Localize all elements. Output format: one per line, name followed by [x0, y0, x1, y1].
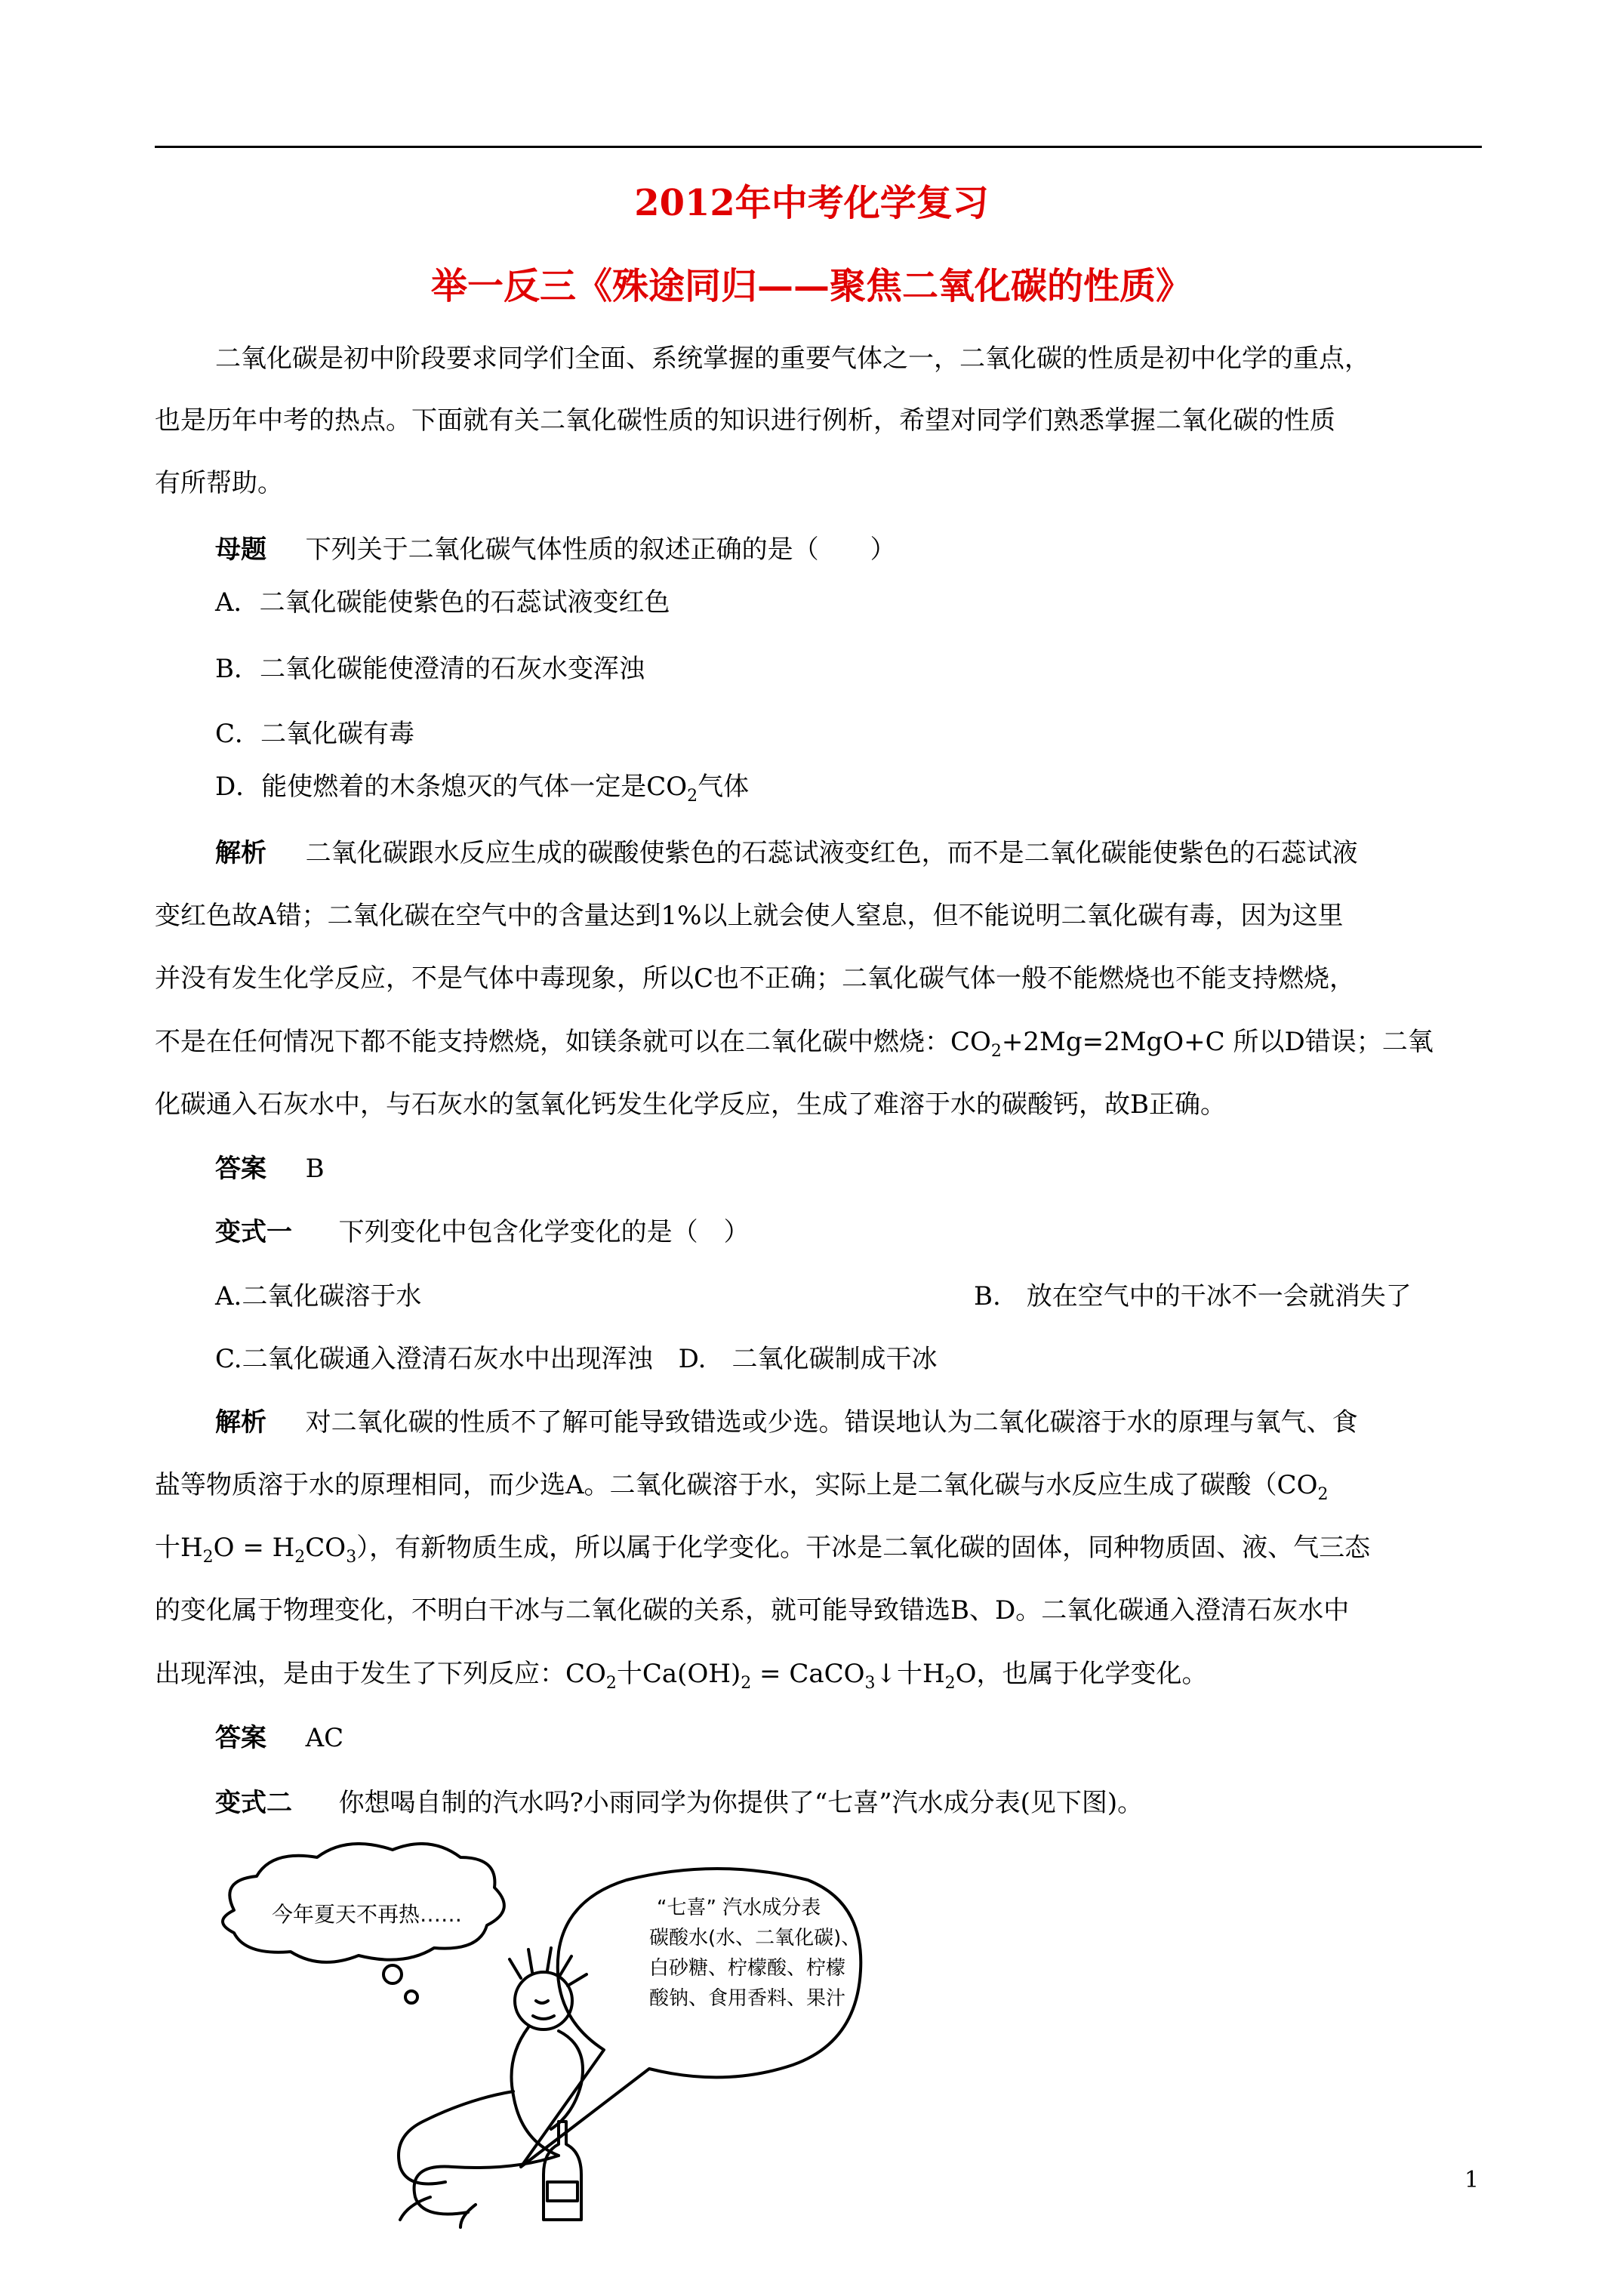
person-arm [551, 2031, 583, 2129]
mother-answer [215, 1154, 325, 1184]
person-face [533, 2001, 554, 2019]
mother-label: 母题 [215, 535, 266, 565]
option-c: C．二氧化碳有毒 [215, 719, 415, 749]
variant1-analysis-label: 解析 [215, 1407, 266, 1438]
mother-question-text: 下列关于二氧化碳气体性质的叙述正确的是（ ） [305, 535, 896, 565]
speech-line-1: “七喜” 汽水成分表 [657, 1897, 821, 1919]
variant1-analysis-line-3: 十$H_2O = H_2CO_3$），有新物质生成，所以属于化学变化。干冰是二氧化碳的固体，同种物质固、液、气三态 [155, 1533, 1371, 1567]
person-body [512, 2027, 559, 2156]
thought-bubble-1 [383, 1965, 402, 1983]
variant1-analysis-line-1: 解析 对二氧化碳的性质不了解可能导致错选或少选。错误地认为二氧化碳溶于水的原理与氧气、食 [215, 1407, 1358, 1438]
mother-analysis-line-5: 化碳通入石灰水中，与石灰水的氢氧化钙发生化学反应，生成了难溶于水的碳酸钙，故B正确。 [155, 1089, 1226, 1120]
mother-answer-label: 答案 [215, 1154, 266, 1184]
intro-line-3: 有所帮助。 [155, 468, 283, 498]
mother-answer-value: B [305, 1154, 325, 1184]
person-hair [510, 1948, 587, 1986]
option-a: A．二氧化碳能使紫色的石蕊试液变红色 [215, 587, 670, 618]
variant1-question: 变式一 下列变化中包含化学变化的是（ ） [215, 1217, 750, 1247]
person-leg-1 [399, 2091, 513, 2184]
cartoon-illustration [204, 1842, 883, 2235]
mother-analysis-line-1: 解析 二氧化碳跟水反应生成的碳酸使紫色的石蕊试液变红色，而不是二氧化碳能使紫色的石蕊试液 [215, 838, 1358, 868]
variant1-analysis-line-5: 出现浑浊，是由于发生了下列反应：$CO_2$十$Ca(OH)_2$ = CaCO$_3$↓十$H_2O$，也属于化学变化。 [155, 1659, 1208, 1693]
variant1-answer [215, 1723, 343, 1753]
variant1-answer-value: AC [305, 1723, 344, 1753]
variant2-label: 变式二 [215, 1788, 292, 1818]
option-b: B．二氧化碳能使澄清的石灰水变浑浊 [215, 654, 645, 684]
thought-text: 今年夏天不再热…… [272, 1902, 463, 1927]
mother-analysis-line-2: 变红色故A错；二氧化碳在空气中的含量达到1%以上就会使人窒息，但不能说明二氧化碳有毒，因为这里 [155, 901, 1344, 931]
intro-line-1: 二氧化碳是初中阶段要求同学们全面、系统掌握的重要气体之一，二氧化碳的性质是初中化学的重点， [215, 344, 1370, 374]
title-main: 举一反三《殊途同归——聚焦二氧化碳的性质》 [430, 265, 1192, 307]
variant1-option-b: B. 放在空气中的干冰不一会就消失了 [974, 1281, 1412, 1311]
header-rule [155, 146, 1482, 148]
variant1-option-cd: C.二氧化碳通入澄清石灰水中出现浑浊 D. 二氧化碳制成干冰 [215, 1344, 938, 1374]
mother-analysis-line-4: 不是在任何情况下都不能支持燃烧，如镁条就可以在二氧化碳中燃烧：$CO_2+2Mg=2MgO+C$ 所以D错误；二氧 [155, 1027, 1434, 1061]
page-number: 1 [1464, 2167, 1480, 2193]
variant1-analysis-line-2: 盐等物质溶于水的原理相同，而少选A。二氧化碳溶于水，实际上是二氧化碳与水反应生成了碳酸（$CO_2$ [155, 1470, 1329, 1504]
bottle-label [547, 2182, 577, 2201]
mother-question [215, 535, 896, 565]
variant1-label: 变式一 [215, 1217, 292, 1247]
mother-analysis-line-3: 并没有发生化学反应，不是气体中毒现象，所以C也不正确；二氧化碳气体一般不能燃烧也不能支持燃烧， [155, 963, 1356, 994]
variant1-option-a: A.二氧化碳溶于水 [215, 1281, 422, 1311]
mother-analysis-label: 解析 [215, 838, 266, 868]
speech-line-4: 酸钠、食用香料、果汁 [649, 1987, 846, 2010]
variant2-question: 变式二 你想喝自制的汽水吗?小雨同学为你提供了“七喜”汽水成分表(见下图)。 [215, 1788, 1144, 1818]
speech-line-2: 碳酸水(水、二氧化碳)、 [649, 1927, 861, 1949]
intro-line-2: 也是历年中考的热点。下面就有关二氧化碳性质的知识进行例析，希望对同学们熟悉掌握二氧化碳的性质 [155, 405, 1335, 436]
variant1-analysis-line-4: 的变化属于物理变化，不明白干冰与二氧化碳的关系，就可能导致错选B、D。二氧化碳通入澄清石灰水中 [155, 1595, 1350, 1626]
thought-bubble-2 [405, 1991, 417, 2003]
option-d: D．能使燃着的木条熄灭的气体一定是$CO_2$气体 [215, 772, 750, 806]
title-year: 2012年中考化学复习 [634, 182, 989, 224]
speech-line-3: 白砂糖、柠檬酸、柠檬 [649, 1957, 846, 1980]
variant1-answer-label: 答案 [215, 1723, 266, 1753]
